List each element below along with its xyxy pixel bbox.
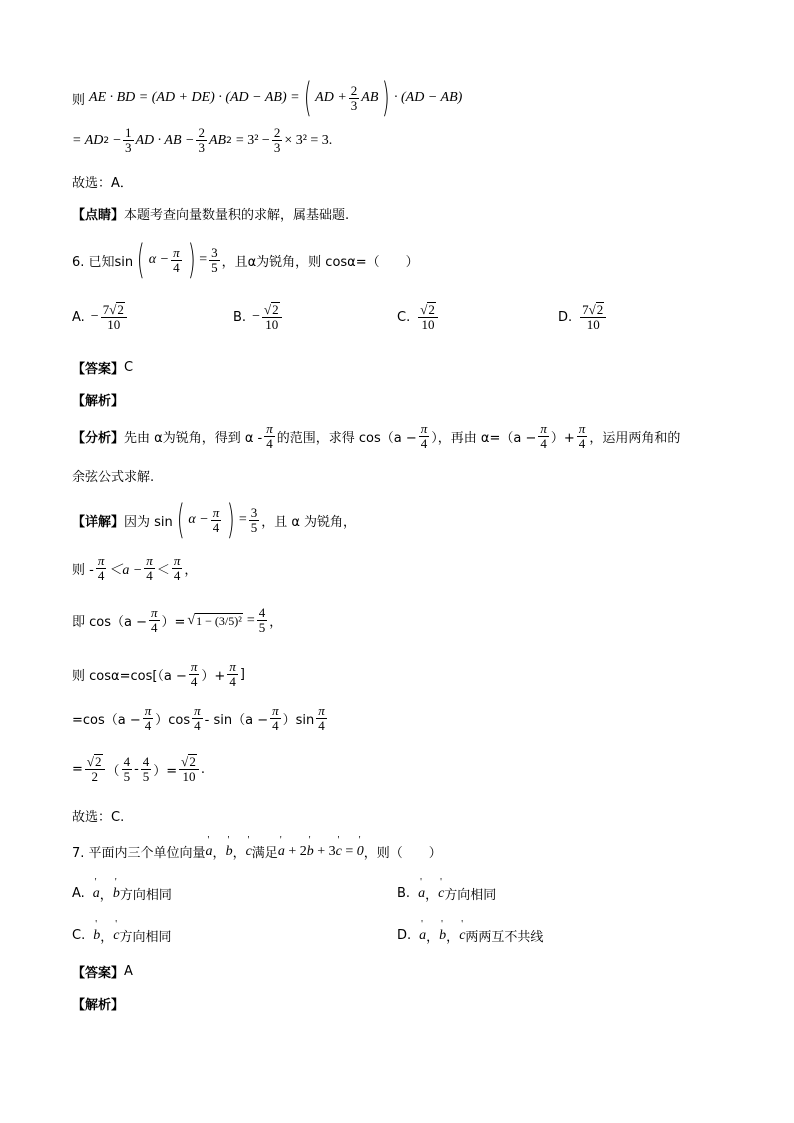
option-text: 方向相同 [444, 888, 497, 903]
frac-den: 4 [229, 674, 236, 689]
fraction-4-5: $\frac{4}{5}$ [123, 753, 131, 784]
q7-option-c[interactable]: C. ' b ， ' c 方向相同 [72, 926, 171, 945]
q7-stem-a: 7. 平面内三个单位向量 [72, 846, 206, 861]
fraction [349, 84, 360, 113]
frac-num: 1 [125, 125, 132, 140]
vec-a: ' a [93, 886, 100, 902]
fraction-pi-4 [538, 422, 549, 451]
radicand: 2 [596, 302, 604, 317]
q5-line1-prefix: 则 [72, 92, 86, 108]
q6-stem-suffix: ，且α为锐角，则 cosα=（ ） [221, 254, 419, 270]
fenxi-text-4: ）+ [550, 431, 575, 446]
frac-den: 5 [123, 768, 131, 784]
q6-detail-3: 即 cos（a − $\frac{\pi}{4}$ ）= √ 1 − (3/5)² = $\frac{4}{5}$ ， [72, 605, 283, 635]
detail-text: =cos（a − [72, 713, 141, 728]
frac-den: 4 [194, 718, 201, 733]
frac-num: 3 [211, 244, 218, 260]
q5-line1-expr-c: AB [361, 90, 379, 105]
fraction-pi-4 [143, 704, 154, 733]
option-fraction: 7√ 2 10 [101, 302, 127, 332]
q5-line2-expr-d: = 3² − [235, 132, 270, 148]
q7-stem: 7. 平面内三个单位向量 ' a ， ' b ， ' c 满足 ' a + 2' b + 3' c = ' 0 ，则（ ） [72, 842, 442, 861]
frac-den: 4 [420, 436, 428, 451]
detail-text: ）= [153, 763, 178, 779]
fenxi-text-1: 先由 α为锐角，得到 α - [124, 431, 263, 446]
detail-text: ）= [161, 615, 186, 630]
frac-num: π [540, 421, 547, 436]
frac-den: 10 [586, 317, 600, 332]
paren-close: ) [382, 75, 391, 121]
coef: 7 [582, 302, 589, 317]
fraction-4-5: $\frac{4}{5}$ [142, 753, 150, 784]
fenxi-text-2: 的范围，求得 cos（a − [276, 431, 417, 446]
paren-close: ) [187, 237, 196, 283]
vec-c: ' c [246, 844, 252, 860]
detail-text: = [72, 761, 83, 777]
q6-detail-4 [72, 660, 245, 689]
vec-c: ' c [459, 928, 465, 944]
fraction-pi-4 [211, 506, 222, 535]
q5-line2-expr-e: × 3² = 3. [284, 132, 333, 148]
fraction-pi-4 [227, 660, 238, 689]
frac-num: 3 [250, 504, 258, 520]
answer-tag: 【答案】 [72, 966, 125, 981]
q5-line2-expr-a: = AD [72, 132, 104, 148]
frac-den: 4 [190, 674, 198, 689]
frac-num: 2 [350, 82, 358, 98]
option-label: D. [558, 309, 573, 325]
equals: = [238, 512, 247, 527]
detail-tag: 【详解】 [72, 514, 125, 530]
option-label: B. [397, 886, 411, 901]
fraction-4-5: $\frac{4}{5}$ [258, 605, 266, 635]
frac-num: π [194, 703, 201, 718]
q5-comment [72, 204, 349, 223]
fraction-sqrt2-2: √ 2 2 [85, 754, 105, 784]
q6-option-b[interactable] [233, 302, 284, 332]
fraction-sqrt2-10: √ 2 10 [179, 754, 199, 784]
fraction-pi-4 [192, 704, 203, 733]
detail-text: ）cos [155, 713, 191, 728]
q7-analysis-tag: 【解析】 [72, 998, 125, 1013]
option-fraction: √ 2 10 [262, 302, 282, 332]
detail-text: ] [239, 667, 245, 682]
fenxi-text-3: ），再由 α=（a − [431, 431, 537, 446]
fenxi-text-5: ，运用两角和的 [589, 431, 681, 446]
frac-num: π [173, 244, 180, 260]
frac-num: π [229, 659, 236, 674]
vec-a: ' a [419, 928, 426, 944]
frac-den: 4 [173, 568, 181, 583]
frac-den: 4 [97, 568, 105, 583]
q6-option-c[interactable] [397, 302, 440, 332]
fraction-pi-4 [189, 660, 200, 689]
frac-num: π [578, 421, 586, 436]
answer-tag: 【答案】 [72, 362, 125, 377]
q5-line1-expr-d: · (AD − AB) [394, 90, 463, 105]
alpha-minus: α − [148, 252, 170, 267]
frac-den: 5 [250, 519, 258, 535]
q6-answer-final: 故选：C. [72, 810, 125, 825]
frac-den: 3 [350, 97, 358, 113]
fraction [123, 126, 134, 155]
option-fraction: 7√ 2 10 [580, 302, 606, 332]
frac-num: π [173, 553, 181, 568]
comment-tag: 【点睛】 [72, 208, 125, 223]
q7-option-b[interactable]: B. ' a ， ' c 方向相同 [397, 884, 496, 903]
frac-den: 10 [421, 317, 435, 332]
option-label: C. [72, 928, 86, 943]
vec-b: ' b [93, 928, 100, 944]
detail-text: - [134, 761, 139, 777]
paren-open: ( [137, 237, 145, 283]
frac-num: π [190, 659, 198, 674]
option-label: A. [72, 309, 85, 325]
vec-c: ' c [438, 886, 444, 902]
answer-value: A [124, 964, 133, 979]
detail-text: ）sin [282, 713, 315, 728]
fraction-pi-4 [144, 554, 155, 583]
coef: 7 [102, 302, 110, 317]
q7-stem-c: ，则（ ） [363, 846, 442, 861]
radicand: 2 [272, 302, 279, 317]
q6-detail-6 [72, 754, 205, 784]
vec-a: ' a [206, 844, 213, 860]
frac-num: π [151, 605, 158, 620]
q5-line-1 [72, 75, 463, 121]
q5-line2-expr-b: AD · AB − [135, 132, 195, 148]
frac-den: 10 [107, 317, 121, 332]
q5-line-2: = AD 2 − $\frac{1}{3}$ AD · AB − $\frac{2}{3}$ AB 2 = 3² − $\frac{2}{3}$ × 3² = 3. [72, 125, 333, 155]
radicand: 2 [428, 302, 435, 317]
detail-text: ）+ [201, 669, 226, 684]
vec-a: ' a [418, 886, 425, 902]
detail-text: . [200, 761, 205, 777]
frac-den: 5 [211, 259, 218, 275]
q6-detail-2 [72, 554, 197, 583]
q7-answer [72, 962, 133, 981]
frac-den: 5 [258, 620, 266, 635]
equals: = [199, 252, 208, 267]
frac-den: 4 [173, 259, 180, 275]
frac-den: 4 [578, 436, 586, 451]
q6-analysis-tag: 【解析】 [72, 394, 125, 409]
comment-text: 本题考查向量数量积的求解，属基础题. [124, 208, 350, 223]
frac-den: 5 [142, 768, 150, 784]
detail-text: 则 cosα=cos[（a − [72, 669, 187, 684]
option-text: 方向相同 [119, 930, 172, 945]
q6-answer [72, 358, 133, 377]
q7-option-a[interactable]: A. ' a ， ' b 方向相同 [72, 884, 172, 903]
frac-den: 4 [212, 519, 220, 535]
q5-answer: 故选：A． [72, 176, 133, 191]
fraction [196, 126, 207, 155]
q5-line1-expr-b: AD + [315, 90, 347, 105]
q6-detail-5 [72, 704, 329, 733]
vec-b: ' b [113, 886, 120, 902]
fraction-pi-4 [316, 704, 327, 733]
frac-den: 10 [265, 317, 279, 332]
frac-num: π [212, 504, 220, 520]
option-label: B. [233, 309, 247, 325]
detail-text: （ [106, 763, 120, 779]
detail-text: ， [184, 563, 198, 578]
q7-equation: ' a + 2' b + 3' c = ' 0 [278, 844, 364, 860]
frac-num: 2 [273, 125, 281, 140]
detail-text: - sin（a − [204, 713, 269, 728]
frac-num: 2 [198, 125, 205, 140]
detail-text: 即 cos（a − [72, 615, 147, 630]
fraction-pi-4 [419, 422, 430, 451]
q7-stem-b: 满足 [251, 846, 278, 861]
vec-c: ' c [113, 928, 119, 944]
frac-num: π [318, 703, 325, 718]
option-label: C. [397, 309, 411, 325]
radicand: 2 [117, 302, 124, 317]
option-sign: − [252, 309, 260, 324]
option-text: 方向相同 [119, 888, 172, 903]
frac-num: π [272, 703, 279, 718]
alpha-minus: α − [188, 512, 209, 527]
fraction-pi-4 [172, 554, 183, 583]
frac-num: π [266, 421, 273, 436]
detail-text: ， [269, 615, 283, 630]
radicand: 1 − (3/5)² [196, 613, 242, 628]
detail-text-b: ，且 α 为锐角， [261, 514, 357, 530]
frac-den: 4 [272, 718, 279, 733]
q6-option-d[interactable] [558, 302, 608, 332]
fraction-pi-4 [577, 422, 588, 451]
frac-den: 4 [146, 568, 153, 583]
vec-b: ' b [226, 844, 233, 860]
detail-text: 则 - [72, 563, 94, 578]
vec-b: ' b [439, 928, 446, 944]
frac-den: 4 [144, 718, 152, 733]
frac-num: π [97, 553, 105, 568]
frac-den: 4 [266, 436, 273, 451]
fraction-pi-4 [264, 422, 275, 451]
fraction-3-5 [249, 506, 260, 535]
frac-den: 3 [198, 140, 205, 155]
q6-fenxi-line2: 余弦公式求解. [72, 470, 155, 485]
fraction-pi-4 [96, 554, 107, 583]
option-fraction: √ 2 10 [418, 302, 438, 332]
q6-detail-1 [72, 497, 357, 543]
option-label: A. [72, 886, 85, 901]
option-text: 两两互不共线 [465, 930, 544, 945]
paren-open: ( [176, 497, 185, 543]
q6-stem-prefix: 6. 已知sin [72, 254, 134, 270]
q5-line2-expr-c: AB [208, 132, 227, 148]
frac-num: π [420, 421, 428, 436]
frac-den: 3 [273, 140, 281, 155]
equals: = [246, 612, 255, 628]
q6-fenxi [72, 422, 680, 451]
answer-value: C [124, 360, 134, 375]
frac-den: 4 [318, 718, 325, 733]
option-label: D. [397, 928, 412, 943]
frac-num: π [146, 553, 153, 568]
paren-open: ( [303, 75, 312, 121]
frac-den: 4 [540, 436, 547, 451]
q7-option-d[interactable]: D. ' a ， ' b ， ' c 两两互不共线 [397, 926, 543, 945]
fenxi-tag: 【分析】 [72, 431, 125, 446]
fraction [272, 126, 283, 155]
q6-stem [72, 237, 419, 283]
fraction-pi-4 [270, 704, 281, 733]
detail-text: ＜ [156, 563, 170, 578]
paren-close: ) [227, 497, 235, 543]
detail-text: 因为 sin [124, 514, 173, 530]
fraction-3-5 [209, 246, 220, 275]
frac-den: 4 [151, 620, 158, 635]
q6-option-a[interactable] [72, 302, 129, 332]
frac-den: 3 [125, 140, 132, 155]
fraction-pi-4 [149, 606, 160, 635]
fraction-pi-4 [171, 246, 182, 275]
frac-num: π [144, 703, 152, 718]
detail-text: ＜a − [108, 562, 143, 578]
q5-line1-expr: AE · BD = (AD + DE) · (AD − AB) = [89, 90, 300, 105]
option-sign: − [90, 309, 99, 324]
